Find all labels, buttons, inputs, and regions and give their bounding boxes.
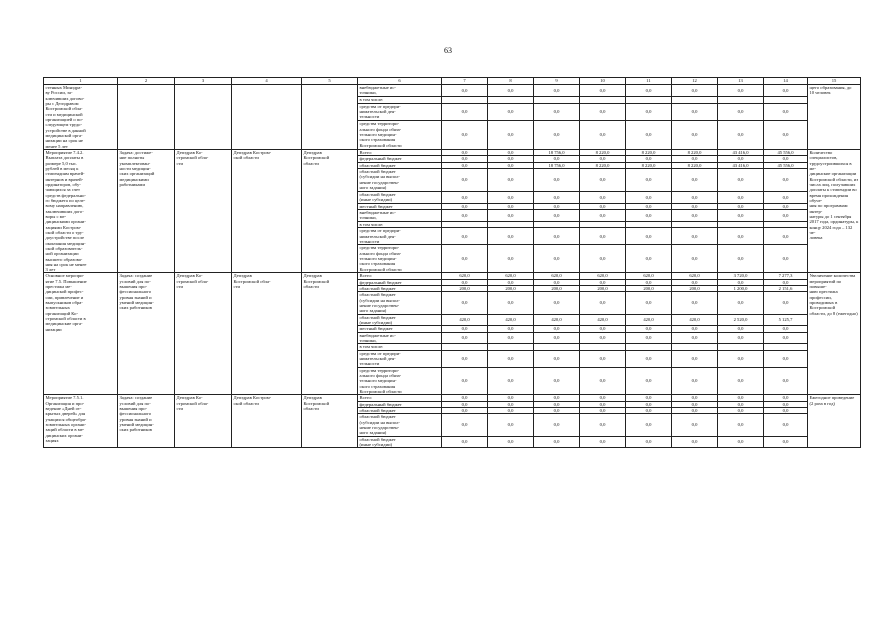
block-result-cell: Увеличение количества мероприятий по повыше- нию престижа профессии, проводимых в Костромской области, до 8 (ежегодно) xyxy=(808,273,861,395)
amount-cell: 0,0 xyxy=(580,326,626,332)
amount-cell: 620,0 xyxy=(580,273,626,279)
amount-cell: 0,0 xyxy=(534,401,580,407)
funding-source-label: средства территори- ального фонда обяза- тельного медицин- ского страхования Костромской области xyxy=(358,367,442,395)
amount-cell: 0,0 xyxy=(764,414,808,436)
funding-source-label: областной бюджет xyxy=(358,162,442,168)
amount-cell: 0,0 xyxy=(442,395,488,401)
amount-cell: 0,0 xyxy=(442,191,488,203)
amount-cell: 0,0 xyxy=(672,401,718,407)
amount-cell: 0,0 xyxy=(718,121,764,150)
amount-cell: 8 220,0 xyxy=(626,162,672,168)
amount-cell: 0,0 xyxy=(626,103,672,121)
amount-cell: 0,0 xyxy=(718,279,764,285)
amount-cell: 420,0 xyxy=(488,314,534,326)
amount-cell: 0,0 xyxy=(442,332,488,344)
amount-cell: 0,0 xyxy=(534,103,580,121)
funding-source-label: в том числе: xyxy=(358,221,442,227)
amount-cell: 0,0 xyxy=(672,245,718,273)
column-header: 13 xyxy=(718,78,764,85)
amount-cell: 0,0 xyxy=(626,203,672,209)
amount-cell: 0,0 xyxy=(718,245,764,273)
block-c4-cell: Депздрав Костромской обла- сти xyxy=(232,273,302,395)
funding-source-label: областной бюджет xyxy=(358,408,442,414)
amount-cell: 420,0 xyxy=(672,314,718,326)
amount-cell: 0,0 xyxy=(718,292,764,314)
amount-cell: 0,0 xyxy=(626,85,672,97)
amount-cell: 0,0 xyxy=(580,367,626,395)
amount-cell: 0,0 xyxy=(672,85,718,97)
amount-cell: 0,0 xyxy=(442,326,488,332)
page-number: 63 xyxy=(444,46,452,55)
amount-cell: 0,0 xyxy=(580,121,626,150)
amount-cell: 0,0 xyxy=(672,169,718,192)
block-c1-cell: Основное меропри- ятие 7.5. Повышение престижа ме- дицинской профес- сии, привлечение и выпускников обра- зовательных организаций Ко- стромской области в медицинские орга- низации xyxy=(44,273,118,395)
amount-cell: 0,0 xyxy=(626,395,672,401)
amount-cell: 620,0 xyxy=(672,273,718,279)
amount-cell: 0,0 xyxy=(718,191,764,203)
amount-cell: 0,0 xyxy=(534,245,580,273)
amount-cell: 0,0 xyxy=(764,209,808,221)
amount-cell: 0,0 xyxy=(534,156,580,162)
amount-cell: 620,0 xyxy=(626,273,672,279)
amount-cell: 0,0 xyxy=(488,279,534,285)
block-c3-cell xyxy=(175,85,232,150)
amount-cell: 0,0 xyxy=(580,203,626,209)
block-c4-cell xyxy=(232,85,302,150)
amount-cell: 0,0 xyxy=(534,367,580,395)
amount-cell: 0,0 xyxy=(764,228,808,245)
amount-cell: 0,0 xyxy=(626,279,672,285)
amount-cell: 0,0 xyxy=(626,228,672,245)
amount-cell: 45 556,0 xyxy=(764,149,808,155)
amount-cell: 0,0 xyxy=(626,350,672,367)
amount-cell: 0,0 xyxy=(672,326,718,332)
amount-cell: 0,0 xyxy=(672,408,718,414)
funding-source-label: средства от предпри- нимательской дея- тельности xyxy=(358,350,442,367)
amount-cell: 0,0 xyxy=(764,367,808,395)
amount-cell: 0,0 xyxy=(488,436,534,448)
amount-cell: 0,0 xyxy=(764,436,808,448)
amount-cell: 0,0 xyxy=(534,169,580,192)
amount-cell: 0,0 xyxy=(534,436,580,448)
amount-cell: 620,0 xyxy=(442,273,488,279)
amount-cell: 0,0 xyxy=(442,436,488,448)
amount-cell: 8 220,0 xyxy=(672,149,718,155)
amount-cell: 0,0 xyxy=(672,395,718,401)
amount-cell: 8 220,0 xyxy=(672,162,718,168)
amount-cell: 2 151,6 xyxy=(764,286,808,292)
amount-cell: 0,0 xyxy=(534,414,580,436)
column-header-row xyxy=(44,78,861,85)
amount-cell: 0,0 xyxy=(442,203,488,209)
amount-cell: 3 720,0 xyxy=(718,273,764,279)
amount-cell: 0,0 xyxy=(534,85,580,97)
amount-cell: 0,0 xyxy=(580,228,626,245)
amount-cell: 0,0 xyxy=(534,326,580,332)
funding-source-label: местный бюджет xyxy=(358,326,442,332)
column-header: 12 xyxy=(672,78,718,85)
amount-cell: 0,0 xyxy=(626,326,672,332)
amount-cell: 0,0 xyxy=(626,436,672,448)
amount-cell: 420,0 xyxy=(626,314,672,326)
amount-cell: 0,0 xyxy=(488,414,534,436)
amount-cell: 0,0 xyxy=(718,169,764,192)
amount-cell: 0,0 xyxy=(534,292,580,314)
amount-cell: 0,0 xyxy=(534,191,580,203)
amount-cell: 0,0 xyxy=(672,228,718,245)
funding-source-label: областной бюджет (иные субсидии) xyxy=(358,191,442,203)
block-result-cell: щего образования, до 10 человек xyxy=(808,85,861,150)
amount-cell: 0,0 xyxy=(764,326,808,332)
amount-cell: 0,0 xyxy=(580,85,626,97)
block-c3-cell: Депздрав Ко- стромской обла- сти xyxy=(175,149,232,273)
block-c2-cell xyxy=(118,85,175,150)
funding-source-label: внебюджетные ис- точники, xyxy=(358,332,442,344)
amount-cell: 0,0 xyxy=(580,414,626,436)
amount-cell: 0,0 xyxy=(626,292,672,314)
funding-source-label: областной бюджет (иные субсидии) xyxy=(358,436,442,448)
amount-cell: 0,0 xyxy=(488,149,534,155)
amount-cell: 0,0 xyxy=(580,191,626,203)
amount-cell: 620,0 xyxy=(534,273,580,279)
amount-cell: 0,0 xyxy=(442,103,488,121)
amount-cell: 0,0 xyxy=(672,121,718,150)
amount-cell: 0,0 xyxy=(672,209,718,221)
amount-cell: 5 125,7 xyxy=(764,314,808,326)
amount-cell: 0,0 xyxy=(580,401,626,407)
amount-cell: 0,0 xyxy=(534,350,580,367)
amount-cell: 0,0 xyxy=(764,121,808,150)
amount-cell: 0,0 xyxy=(672,156,718,162)
amount-cell: 0,0 xyxy=(580,436,626,448)
amount-cell: 0,0 xyxy=(718,156,764,162)
amount-cell: 0,0 xyxy=(442,149,488,155)
amount-cell: 0,0 xyxy=(626,156,672,162)
amount-cell: 0,0 xyxy=(442,401,488,407)
funding-source-label: внебюджетные ис- точники, xyxy=(358,209,442,221)
funding-source-label: средства от предпри- нимательской дея- тельности xyxy=(358,103,442,121)
amount-cell: 200,0 xyxy=(626,286,672,292)
amount-cell: 18 756,0 xyxy=(534,149,580,155)
amount-cell: 0,0 xyxy=(488,326,534,332)
amount-cell: 200,0 xyxy=(534,286,580,292)
amount-cell: 0,0 xyxy=(718,203,764,209)
amount-cell: 0,0 xyxy=(764,85,808,97)
amount-cell: 420,0 xyxy=(580,314,626,326)
amount-cell: 0,0 xyxy=(672,203,718,209)
amount-cell: 0,0 xyxy=(580,245,626,273)
funding-source-label: областной бюджет xyxy=(358,286,442,292)
amount-cell: 0,0 xyxy=(718,85,764,97)
amount-cell: 45 556,0 xyxy=(764,162,808,168)
block-c4-cell: Депздрав Костром- ской области xyxy=(232,395,302,448)
amount-cell: 0,0 xyxy=(718,395,764,401)
amount-cell: 0,0 xyxy=(764,292,808,314)
amount-cell: 0,0 xyxy=(672,292,718,314)
amount-cell: 0,0 xyxy=(442,156,488,162)
amount-cell: 0,0 xyxy=(442,414,488,436)
amount-cell: 0,0 xyxy=(488,395,534,401)
amount-cell: 0,0 xyxy=(442,228,488,245)
block-c2-cell: Задача: достиже- ние полноты укомплектован- ности медицин- ских организаций медицинскими работниками xyxy=(118,149,175,273)
amount-cell: 0,0 xyxy=(442,408,488,414)
amount-cell: 0,0 xyxy=(626,169,672,192)
amount-cell: 0,0 xyxy=(580,395,626,401)
amount-cell: 0,0 xyxy=(718,350,764,367)
amount-cell: 0,0 xyxy=(488,401,534,407)
amount-cell: 0,0 xyxy=(442,245,488,273)
amount-cell: 0,0 xyxy=(534,209,580,221)
amount-cell: 200,0 xyxy=(442,286,488,292)
amount-cell: 0,0 xyxy=(534,395,580,401)
funding-source-label: в том числе: xyxy=(358,97,442,104)
block-c1-cell: Мероприятие 7.5.1. Организация и про- ведение «Дней от- крытых дверей» для учащихся общеобра- зовательных органи- заций области в ме- дицинских органи- зациях xyxy=(44,395,118,448)
amount-cell: 0,0 xyxy=(764,203,808,209)
amount-cell: 0,0 xyxy=(488,245,534,273)
column-header: 5 xyxy=(302,78,358,85)
amount-cell: 0,0 xyxy=(534,203,580,209)
amount-cell: 0,0 xyxy=(442,367,488,395)
funding-source-label: внебюджетные ис- точники, xyxy=(358,85,442,97)
amount-cell: 0,0 xyxy=(442,209,488,221)
amount-cell: 0,0 xyxy=(442,162,488,168)
funding-source-label: Всего: xyxy=(358,149,442,155)
amount-cell: 0,0 xyxy=(442,292,488,314)
amount-cell: 0,0 xyxy=(488,191,534,203)
amount-cell: 0,0 xyxy=(718,367,764,395)
block-c2-cell: Задача: создание условий для по- вышения про- фессионального уровня знаний и умений медицин- ских работников xyxy=(118,273,175,395)
column-header: 7 xyxy=(442,78,488,85)
column-header: 9 xyxy=(534,78,580,85)
funding-source-label: средства территори- ального фонда обяза- тельного медицин- ского страхования Костромской области xyxy=(358,121,442,150)
amount-cell: 0,0 xyxy=(580,103,626,121)
amount-cell: 0,0 xyxy=(672,414,718,436)
amount-cell: 0,0 xyxy=(672,279,718,285)
amount-cell: 0,0 xyxy=(488,332,534,344)
column-header: 1 xyxy=(44,78,118,85)
amount-cell: 0,0 xyxy=(764,156,808,162)
amount-cell: 0,0 xyxy=(626,209,672,221)
amount-cell: 0,0 xyxy=(764,350,808,367)
amount-cell: 0,0 xyxy=(442,169,488,192)
amount-cell: 0,0 xyxy=(672,103,718,121)
block-c1-cell: Мероприятие 7.4.2. Выплата доплаты в размере 5,0 тыс. рублей в месяц к стипендиям врачей- интернов и врачей- ординаторов, обу- чающихся за счет средств федерально- го бюджета по целе- вому направлению, заключивших дого- воры с ме- дицинскими органи- зациями Костром- ской области о тру- доустройстве после окончания медицин- ской образователь- ной организации высшего образова- ния на срок не менее 3 лет xyxy=(44,149,118,273)
amount-cell: 0,0 xyxy=(488,209,534,221)
amount-cell: 0,0 xyxy=(488,292,534,314)
amount-cell: 420,0 xyxy=(442,314,488,326)
amount-cell: 0,0 xyxy=(488,350,534,367)
amount-cell: 0,0 xyxy=(764,245,808,273)
funding-source-label: Всего: xyxy=(358,273,442,279)
amount-cell: 0,0 xyxy=(718,408,764,414)
block-c1-cell: стенных Минздра- ву России, за- ключивших догово- ры с Депздравом Костромской обла- сти и медицинской организацией о по- следующем трудо- устройстве в данной медицинской орга- низации на срок не менее 5 лет xyxy=(44,85,118,150)
amount-cell: 0,0 xyxy=(672,367,718,395)
funding-source-label: в том числе: xyxy=(358,344,442,350)
amount-cell: 0,0 xyxy=(718,228,764,245)
amount-cell: 0,0 xyxy=(764,332,808,344)
column-header: 6 xyxy=(358,78,442,85)
amount-cell: 0,0 xyxy=(626,401,672,407)
amount-cell: 0,0 xyxy=(580,350,626,367)
block-result-cell: Количество специалистов, трудоустроившихся в ме- дицинские организации Костромской области, из числа лиц, получавших доплаты к стипендии во время прохождения обуче- ния по программам интер- натуры до 1 сентября 2017 года, ординатуры, к концу 2024 года – 132 че- ловека xyxy=(808,149,861,273)
amount-cell: 0,0 xyxy=(580,332,626,344)
column-header: 10 xyxy=(580,78,626,85)
amount-cell: 0,0 xyxy=(442,350,488,367)
funding-source-label: средства территори- ального фонда обяза- тельного медицин- ского страхования Костромской области xyxy=(358,245,442,273)
funding-source-label: Всего: xyxy=(358,395,442,401)
amount-cell: 43 416,0 xyxy=(718,149,764,155)
amount-cell: 0,0 xyxy=(488,169,534,192)
amount-cell: 7 277,3 xyxy=(764,273,808,279)
amount-cell: 0,0 xyxy=(580,169,626,192)
amount-cell: 8 220,0 xyxy=(626,149,672,155)
block-c5-cell: Депздрав Костромской области xyxy=(302,149,358,273)
amount-cell: 0,0 xyxy=(764,395,808,401)
amount-cell: 0,0 xyxy=(764,169,808,192)
amount-cell: 0,0 xyxy=(534,408,580,414)
amount-cell: 0,0 xyxy=(488,121,534,150)
amount-cell: 0,0 xyxy=(764,191,808,203)
amount-cell: 2 520,0 xyxy=(718,314,764,326)
amount-cell: 43 416,0 xyxy=(718,162,764,168)
amount-cell: 620,0 xyxy=(488,273,534,279)
amount-cell: 0,0 xyxy=(672,332,718,344)
amount-cell: 0,0 xyxy=(488,408,534,414)
amount-cell: 0,0 xyxy=(718,436,764,448)
amount-cell: 0,0 xyxy=(718,401,764,407)
amount-cell: 0,0 xyxy=(672,350,718,367)
funding-source-label: областной бюджет (иные субсидии) xyxy=(358,314,442,326)
amount-cell: 0,0 xyxy=(764,401,808,407)
amount-cell: 0,0 xyxy=(580,292,626,314)
amount-cell: 0,0 xyxy=(764,408,808,414)
column-header: 2 xyxy=(118,78,175,85)
column-header: 8 xyxy=(488,78,534,85)
amount-cell: 0,0 xyxy=(626,191,672,203)
funding-source-label: федеральный бюджет xyxy=(358,279,442,285)
amount-cell: 0,0 xyxy=(488,103,534,121)
block-c2-cell: Задача: создание условий для по- вышения про- фессионального уровня знаний и умений медицин- ских работников xyxy=(118,395,175,448)
funding-source-label: областной бюджет (субсидии на выпол- нение государствен- ного задания) xyxy=(358,292,442,314)
block-c3-cell: Депздрав Ко- стромской обла- сти xyxy=(175,273,232,395)
amount-cell: 0,0 xyxy=(488,203,534,209)
amount-cell: 0,0 xyxy=(580,156,626,162)
amount-cell: 200,0 xyxy=(672,286,718,292)
amount-cell: 0,0 xyxy=(626,245,672,273)
amount-cell: 0,0 xyxy=(534,228,580,245)
amount-cell: 0,0 xyxy=(626,408,672,414)
block-c3-cell: Депздрав Ко- стромской обла- сти xyxy=(175,395,232,448)
amount-cell: 0,0 xyxy=(442,279,488,285)
amount-cell: 0,0 xyxy=(764,279,808,285)
amount-cell: 0,0 xyxy=(626,332,672,344)
amount-cell: 0,0 xyxy=(718,332,764,344)
amount-cell: 0,0 xyxy=(718,414,764,436)
column-header: 4 xyxy=(232,78,302,85)
table-row xyxy=(44,85,861,97)
amount-cell: 0,0 xyxy=(626,367,672,395)
amount-cell: 0,0 xyxy=(626,121,672,150)
amount-cell: 0,0 xyxy=(534,279,580,285)
amount-cell: 1 200,0 xyxy=(718,286,764,292)
block-result-cell: Ежегодное проведение (2 раза в год) xyxy=(808,395,861,448)
funding-source-label: областной бюджет (субсидии на выпол- нение государствен- ного задания) xyxy=(358,169,442,192)
amount-cell: 0,0 xyxy=(718,209,764,221)
amount-cell: 0,0 xyxy=(488,85,534,97)
amount-cell: 0,0 xyxy=(718,103,764,121)
amount-cell: 8 220,0 xyxy=(580,149,626,155)
amount-cell: 0,0 xyxy=(442,85,488,97)
column-header: 15 xyxy=(808,78,861,85)
amount-cell: 200,0 xyxy=(488,286,534,292)
amount-cell: 0,0 xyxy=(488,162,534,168)
block-c5-cell xyxy=(302,85,358,150)
block-c4-cell: Депздрав Костром- ской области xyxy=(232,149,302,273)
amount-cell: 0,0 xyxy=(534,332,580,344)
amount-cell: 0,0 xyxy=(442,121,488,150)
column-header: 3 xyxy=(175,78,232,85)
amount-cell: 0,0 xyxy=(488,156,534,162)
amount-cell: 0,0 xyxy=(626,414,672,436)
funding-source-label: федеральный бюджет xyxy=(358,156,442,162)
block-c5-cell: Депздрав Костромской области xyxy=(302,395,358,448)
funding-source-label: областной бюджет (субсидии на выпол- нение государствен- ного задания) xyxy=(358,414,442,436)
amount-cell: 0,0 xyxy=(534,121,580,150)
block-c5-cell: Депздрав Костромской области xyxy=(302,273,358,395)
amount-cell: 0,0 xyxy=(580,279,626,285)
funding-source-label: средства от предпри- нимательской дея- тельности xyxy=(358,228,442,245)
amount-cell: 0,0 xyxy=(488,367,534,395)
amount-cell: 200,0 xyxy=(580,286,626,292)
amount-cell: 0,0 xyxy=(672,191,718,203)
amount-cell: 420,0 xyxy=(534,314,580,326)
funding-source-label: федеральный бюджет xyxy=(358,401,442,407)
amount-cell: 18 756,0 xyxy=(534,162,580,168)
amount-cell: 0,0 xyxy=(764,103,808,121)
amount-cell: 0,0 xyxy=(488,228,534,245)
amount-cell: 8 220,0 xyxy=(580,162,626,168)
amount-cell: 0,0 xyxy=(580,209,626,221)
funding-source-label: местный бюджет xyxy=(358,203,442,209)
column-header: 14 xyxy=(764,78,808,85)
amount-cell: 0,0 xyxy=(718,326,764,332)
program-table xyxy=(43,77,861,448)
column-header: 11 xyxy=(626,78,672,85)
amount-cell: 0,0 xyxy=(672,436,718,448)
amount-cell: 0,0 xyxy=(580,408,626,414)
